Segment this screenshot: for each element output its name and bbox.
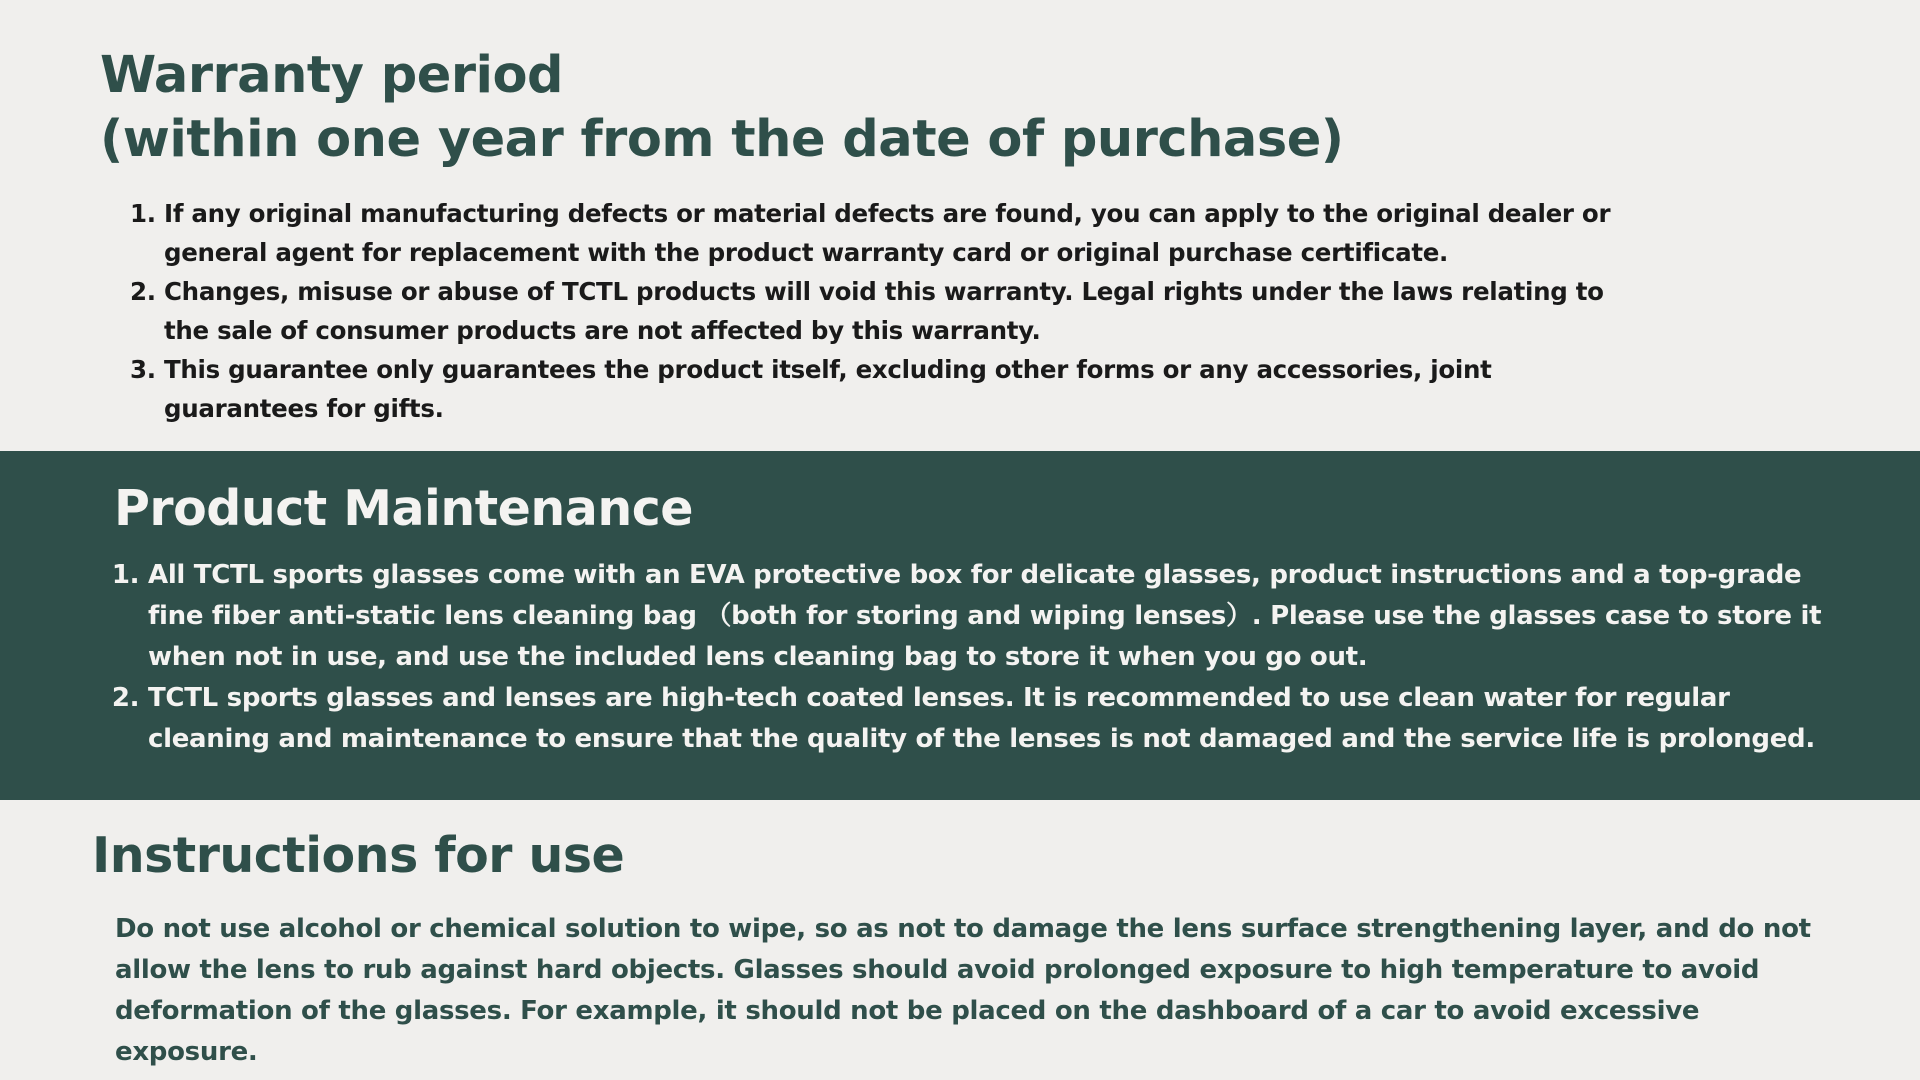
warranty-item-2: 2. Changes, misuse or abuse of TCTL products will void this warranty. Legal rights under the laws relating to the sale of consumer products are not affected by this warranty. (164, 272, 1634, 350)
warranty-list (128, 194, 1634, 428)
maintenance-section (0, 451, 1920, 800)
maintenance-title: Product Maintenance (114, 480, 694, 537)
warranty-title-line-2: (within one year from the date of purchase) (100, 110, 1344, 169)
warranty-item-1: 1. If any original manufacturing defects or material defects are found, you can apply to the original dealer or general agent for replacement with the product warranty card or original purchase certificate. (164, 194, 1634, 272)
instructions-title: Instructions for use (92, 827, 625, 884)
maintenance-list (112, 555, 1848, 760)
maintenance-item-2: 2. TCTL sports glasses and lenses are high-tech coated lenses. It is recommended to use clean water for regular cleaning and maintenance to ensure that the quality of the lenses is not damaged and the service life is prolonged. (148, 678, 1848, 760)
warranty-item-3: 3. This guarantee only guarantees the product itself, excluding other forms or any accessories, joint guarantees for gifts. (164, 350, 1634, 428)
warranty-title (100, 44, 1344, 172)
instructions-body: Do not use alcohol or chemical solution to wipe, so as not to damage the lens surface strengthening layer, and do not allow the lens to rub against hard objects. Glasses should avoid prolonged exposure to high temperature to avoid deformation of the glasses. For example, it should not be placed on the dashboard of a car to avoid excessive exposure. (115, 914, 1811, 1067)
warranty-section (0, 0, 1920, 451)
warranty-title-line-1: Warranty period (100, 46, 564, 105)
maintenance-item-1: 1. All TCTL sports glasses come with an EVA protective box for delicate glasses, product instructions and a top-grade fine fiber anti-static lens cleaning bag （both for storing and wiping lenses）. Please use the glasses case to store it when not in use, and use the included lens cleaning bag to store it when you go out. (148, 555, 1848, 678)
instructions-section (0, 800, 1920, 1080)
